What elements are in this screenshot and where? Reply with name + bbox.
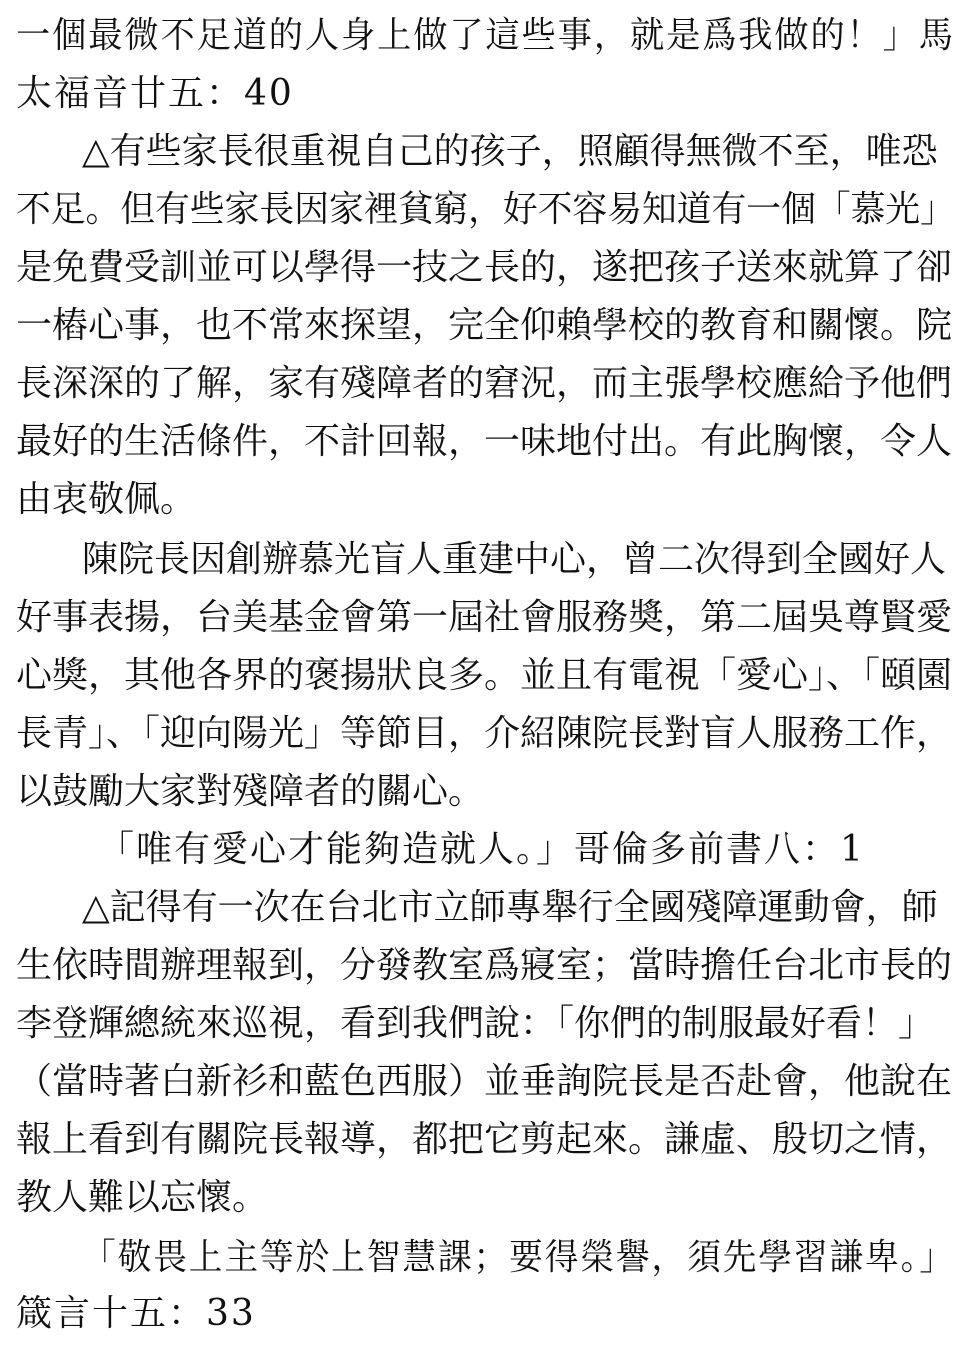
paragraph-2-line-2: 好事表揚，台美基金會第一屆社會服務奬，第二屆吳尊賢愛 (16, 597, 953, 638)
paragraph-2-line-3: 心獎，其他各界的褒揚狀良多。並且有電視「愛心」、「頤園 (16, 655, 953, 696)
paragraph-3-line-5: 報上看到有關院長報導，都把它剪起來。謙虛、殷切之情， (16, 1119, 953, 1160)
paragraph-2-line-4: 長青」、「迎向陽光」等節目，介紹陳院長對盲人服務工作， (16, 713, 953, 754)
paragraph-3-line-2: 生依時間辦理報到，分發教室爲寢室；當時擔任台北市長的 (16, 945, 953, 986)
paragraph-2-line-1: 陳院長因創辦慕光盲人重建中心，曾二次得到全國好人 (82, 539, 947, 580)
paragraph-1-line-3: 是免費受訓並可以學得一技之長的，遂把孩子送來就算了卻 (16, 247, 953, 288)
quote-proverbs-line-1: 「敬畏上主等於上智慧課；要得榮譽，須先學習謙卑。」 (82, 1237, 956, 1278)
paragraph-2-line-5: 以鼓勵大家對殘障者的關心。 (16, 771, 485, 812)
paragraph-1-line-4: 一樁心事，也不常來探望，完全仰賴學校的教育和關懷。院 (16, 305, 953, 346)
paragraph-3-line-3: 李登輝總統來巡視，看到我們說：「你們的制服最好看！」 (16, 1003, 935, 1044)
quote-matthew-line-1: 一個最微不足道的人身上做了這些事，就是爲我做的！」馬 (16, 15, 956, 56)
paragraph-1-line-7: 由衷敬佩。 (16, 479, 197, 520)
quote-corinthians: 「唯有愛心才能夠造就人。」哥倫多前書八：1 (98, 829, 865, 870)
quote-matthew-line-2: 太福音廿五：40 (16, 73, 294, 114)
paragraph-3-line-6: 教人難以忘懷。 (16, 1177, 269, 1218)
quote-proverbs-line-2: 箴言十五：33 (16, 1293, 256, 1334)
paragraph-1-line-6: 最好的生活條件，不計回報，一味地付出。有此胸懷，令人 (16, 421, 953, 462)
paragraph-1-line-2: 不足。但有些家長因家裡貧窮，好不容易知道有一個「慕光」 (16, 189, 955, 230)
paragraph-3-line-1: △記得有一次在台北市立師專舉行全國殘障運動會，師 (82, 887, 938, 928)
paragraph-1-line-5: 長深深的了解，家有殘障者的窘況，而主張學校應給予他們 (16, 363, 953, 404)
paragraph-1-line-1: △有些家長很重視自己的孩子，照顧得無微不至，唯恐 (82, 131, 938, 172)
paragraph-3-line-4: （當時著白新衫和藍色西服）並垂詢院長是否赴會，他說在 (16, 1061, 953, 1102)
